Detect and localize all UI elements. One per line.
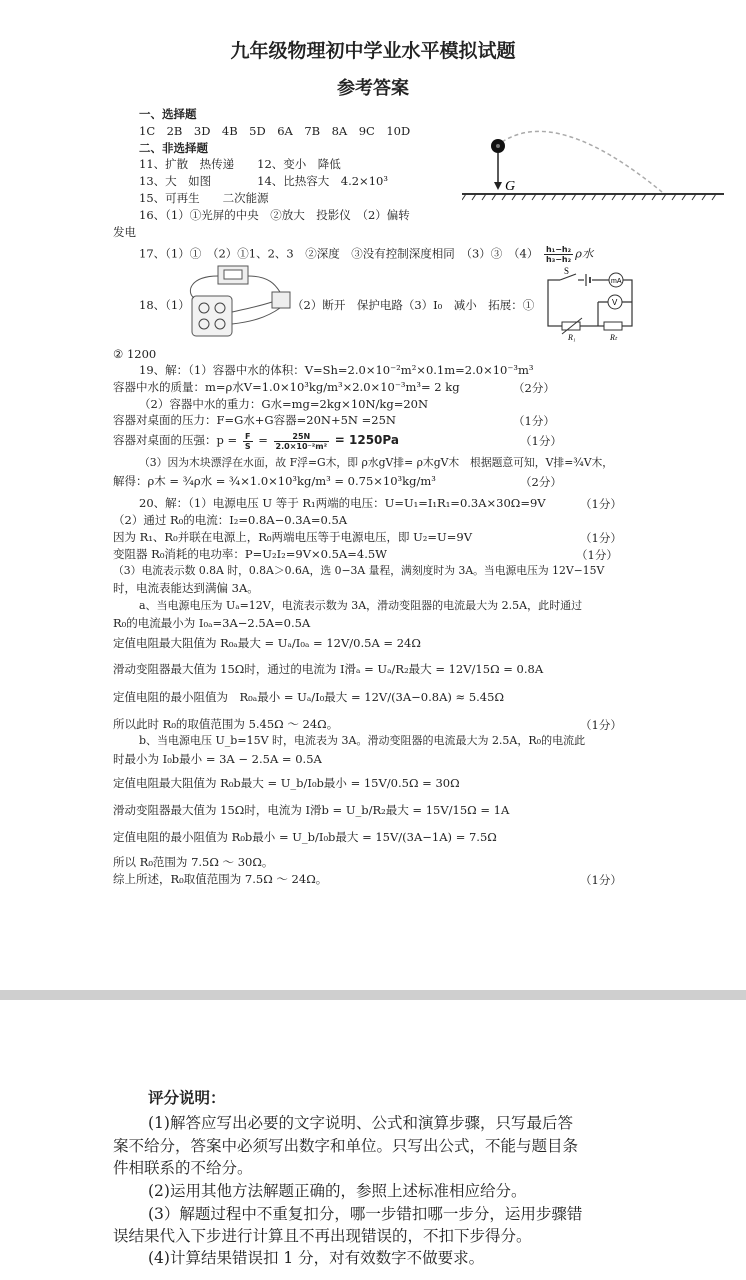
answer-q18-end: ② 1200 [113, 347, 157, 361]
resistor-board [192, 296, 232, 336]
q20-line-10: 滑动变阻器最大值为 15Ω时，通过的电流为 I滑ₐ = Uₐ/R₂最大 = 12V/15Ω = 0.8A [113, 662, 544, 676]
svg-text:R₁: R₁ [568, 333, 576, 342]
q19-line-2: 容器中水的质量：m=ρ水V=1.0×10³kg/m³×2.0×10⁻³m³= 2 kg [113, 380, 460, 394]
q20-line-2: （2）通过 R₀的电流：I₂=0.8A−0.3A=0.5A [113, 513, 348, 527]
q20-score-4: （1分） [580, 718, 622, 732]
q20-score-1: （1分） [580, 497, 622, 511]
q20-line-1: 20、解：（1）电源电压 U 等于 R₁两端的电压：U=U₁=I₁R₁=0.3A×30Ω=9V [139, 496, 546, 510]
q20-line-14: 时最小为 I₀b最小 = 3A − 2.5A = 0.5A [113, 752, 322, 766]
q19-line-7: 解得：ρ木 = ¾ρ水 = ¾×1.0×10³kg/m³ = 0.75×10³kg/m³ [113, 474, 436, 488]
answer-page-1: 九年级物理初中学业水平模拟试题 参考答案 一、选择题 1C 2B 3D 4B 5D 6A 7B 8A 9C 10D 二、非选择题 11、扩散 热传递 12、变小 降低 13、大 如图 14、比热容大 4.2×10³ 15、可再生 二次能源 16、（1）①光屏的中央 ②放大 投影仪 （2）偏转 发电 G 17、（1）① （2）①1、2、3 ②深度 ③没有控制深度相同 （3）③ （4） $\frac{\text{h₁−h₂}}{\text{h₃−h₂}}$ ρ水 18、（1） （2）断开 保护电路（3）I₀ 减小 拓展：① S mA V R₁ Rₜ ② 1200 19、解：（1）容器中水的体积：V=Sh=2.0×10⁻²m²×0.1m=2.0×10⁻³m³ 容器中水的质量：m=ρ水V=1.0×10³kg/m³×2.0×10⁻³m³= 2 kg （2分） （2）容器中水的重力：G水=mg=2kg×10N/kg=20N 容器对桌面的压力：F=G水+G容器=20N+5N =25N （1分） 容器对桌面的压强：p = $\frac{F}{S}$ = $\frac{25N}{\text{2.0×10⁻²m²}}$ = 1250Pa （1分） （3）因为木块漂浮在水面，故 F浮=G木，即 ρ水gV排= ρ木gV木 根据题意可知，V排=¾V木， 解得：ρ木 = ¾ρ水 = ¾×1.0×10³kg/m³ = 0.75×10³kg/m³ （2分） 20、解：（1）电源电压 U 等于 R₁两端的电压：U=U₁=I₁R₁=0.3A×30Ω=9V （1分） （2）通过 R₀的电流：I₂=0.8A−0.3A=0.5A 因为 R₁、R₀并联在电源上，R₀两端电压等于电源电压，即 U₂=U=9V （1分） 变阻器 R₀消耗的电功率：P=U₂I₂=9V×0.5A=4.5W （1分） （3）电流表示数 0.8A 时，0.8A＞0.6A，选 0−3A 量程，满刻度时为 3A。当电源电压为 12V−15V 时，电流表能达到满偏 3A。 a、当电源电压为 Uₐ=12V，电流表示数为 3A，滑动变阻器的电流最大为 2.5A，此时通过 R₀的电流最小为 I₀ₐ=3A−2.5A=0.5A 定值电阻最大阻值为 R₀ₐ最大 = Uₐ/I₀ₐ = 12V/0.5A = 24Ω 滑动变阻器最大值为 15Ω时，通过的电流为 I滑ₐ = Uₐ/R₂最大 = 12V/15Ω = 0.8A 定值电阻的最小阻值为 R₀ₐ最小 = Uₐ/I₀最大 = 12V/(3A−0.8A) ≈ 5.45Ω 所以此时 R₀的取值范围为 5.45Ω ～ 24Ω。 （1分） b、当电源电压 U_b=15V 时，电流表为 3A。滑动变阻器的电流最大为 2.5A，R₀的电流此 时最小为 I₀b最小 = 3A − 2.5A = 0.5A 定值电阻最大阻值为 R₀b最大 = U_b/I₀b最小 = 15V/0.5Ω = 30Ω 滑动变阻器最大值为 15Ω时，电流为 I滑b = U_b/R₂最大 = 15V/15Ω = 1A 定值电阻的最小阻值为 R₀b最小 = U_b/I₀b最大 = 15V/(3A−1A) = 7.5Ω 所以 R₀范围为 7.5Ω ～ 30Ω。 综上所述，R₀取值范围为 7.5Ω ～ 24Ω。 （1分） [0, 0, 746, 990]
resistor-rt [604, 322, 622, 330]
q17-fraction: $\frac{\text{h₁−h₂}}{\text{h₃−h₂}}$ [546, 245, 572, 264]
q20-line-6: 时，电流表能达到满偏 3A。 [113, 581, 259, 595]
q19-line-3: （2）容器中水的重力：G水=mg=2kg×10N/kg=20N [139, 397, 429, 411]
grading-item-1a: (1)解答应写出必要的文字说明、公式和演算步骤，只写最后答 [148, 1114, 573, 1132]
q20-line-8: R₀的电流最小为 I₀ₐ=3A−2.5A=0.5A [113, 616, 311, 630]
q20-line-11: 定值电阻的最小阻值为 R₀ₐ最小 = Uₐ/I₀最大 = 12V/(3A−0.8A) ≈ 5.45Ω [113, 690, 504, 704]
grading-item-1c: 件相联系的不给分。 [113, 1159, 253, 1177]
page-subtitle: 参考答案 [337, 78, 409, 99]
q20-line-18: 所以 R₀范围为 7.5Ω ～ 30Ω。 [113, 855, 274, 869]
grading-item-1b: 案不给分，答案中必须写出数字和单位。只写出公式，不能与题目条 [113, 1137, 579, 1155]
q20-line-4: 变阻器 R₀消耗的电功率：P=U₂I₂=9V×0.5A=4.5W [113, 547, 387, 561]
answer-q16-cont: 发电 [113, 225, 136, 239]
page-separator [0, 990, 746, 1000]
q19-score-3: （1分） [520, 434, 562, 448]
q20-line-3: 因为 R₁、R₀并联在电源上，R₀两端电压等于电源电压，即 U₂=U=9V [113, 530, 473, 544]
answer-q17: 17、（1）① （2）①1、2、3 ②深度 ③没有控制深度相同 （3）③ （4） [139, 246, 539, 261]
q20-line-19: 综上所述，R₀取值范围为 7.5Ω ～ 24Ω。 [113, 872, 328, 886]
q19-line-1: 19、解：（1）容器中水的体积：V=Sh=2.0×10⁻²m²×0.1m=2.0×10⁻³m³ [139, 363, 534, 377]
q19-score-2: （1分） [513, 414, 555, 428]
grading-heading: 评分说明： [148, 1088, 226, 1107]
q20-line-17: 定值电阻的最小阻值为 R₀b最小 = U_b/I₀b最大 = 15V/(3A−1A) = 7.5Ω [113, 830, 497, 844]
grading-item-3a: (3）解题过程中不重复扣分，哪一步错扣哪一步分，运用步骤错 [148, 1205, 583, 1223]
q19-fraction-value: $\frac{25N}{\text{2.0×10⁻²m²}}$ [275, 431, 328, 451]
section-2-heading: 二、非选择题 [139, 141, 208, 155]
answer-q18: （2）断开 保护电路（3）I₀ 减小 拓展：① [292, 298, 535, 312]
svg-text:Rₜ: Rₜ [610, 333, 618, 342]
q17-rho: ρ水 [575, 246, 594, 261]
answer-page-2 [0, 1000, 746, 1280]
q19-line-6: （3）因为木块漂浮在水面，故 F浮=G木，即 ρ水gV排= ρ木gV木 根据题意可知，V排=¾V木， [139, 456, 614, 469]
ammeter-box [272, 292, 290, 308]
q20-score-2: （1分） [580, 531, 622, 545]
grading-item-2: (2)运用其他方法解题正确的，参照上述标准相应给分。 [148, 1182, 527, 1200]
q20-line-5: （3）电流表示数 0.8A 时，0.8A＞0.6A，选 0−3A 量程，满刻度时为 3A。当电源电压为 12V−15V [113, 564, 605, 577]
projectile-figure [462, 128, 724, 210]
q20-line-16: 滑动变阻器最大值为 15Ω时，电流为 I滑b = U_b/R₂最大 = 15V/15Ω = 1A [113, 803, 510, 817]
circuit-figure [540, 266, 640, 342]
answer-q13: 13、大 如图 14、比热容大 4.2×10³ [139, 174, 388, 188]
section-1-heading: 一、选择题 [139, 107, 197, 121]
answer-q15: 15、可再生 二次能源 [139, 191, 269, 205]
trajectory-path [502, 131, 662, 192]
q20-score-5: （1分） [580, 873, 622, 887]
q19-line-4: 容器对桌面的压力：F=G水+G容器=20N+5N =25N [113, 413, 396, 427]
page-title: 九年级物理初中学业水平模拟试题 [230, 40, 516, 62]
resistor-r1 [562, 322, 580, 330]
q19-fraction-fs: $\frac{F}{S}$ [244, 431, 251, 451]
q20-line-13: b、当电源电压 U_b=15V 时，电流表为 3A。滑动变阻器的电流最大为 2.5A，R₀的电流此 [139, 734, 586, 747]
gravity-label: G [505, 179, 516, 194]
q20-line-7: a、当电源电压为 Uₐ=12V，电流表示数为 3A，滑动变阻器的电流最大为 2.5A，此时通过 [139, 599, 583, 612]
q20-line-12: 所以此时 R₀的取值范围为 5.45Ω ～ 24Ω。 [113, 717, 339, 731]
q19-score-1: （2分） [513, 381, 555, 395]
q20-score-3: （1分） [576, 548, 618, 562]
grading-item-3b: 误结果代入下步进行计算且不再出现错误的，不扣下步得分。 [113, 1227, 532, 1245]
q20-line-15: 定值电阻最大阻值为 R₀b最大 = U_b/I₀b最小 = 15V/0.5Ω = 30Ω [113, 776, 460, 790]
svg-text:mA: mA [611, 278, 622, 285]
apparatus-figure [180, 262, 292, 342]
svg-text:V: V [612, 298, 618, 307]
answer-q16: 16、（1）①光屏的中央 ②放大 投影仪 （2）偏转 [139, 208, 410, 222]
q19-score-4: （2分） [520, 475, 562, 489]
switch-label: S [564, 266, 570, 276]
choice-answers: 1C 2B 3D 4B 5D 6A 7B 8A 9C 10D [139, 124, 411, 138]
q20-line-9: 定值电阻最大阻值为 R₀ₐ最大 = Uₐ/I₀ₐ = 12V/0.5A = 24Ω [113, 636, 421, 650]
answer-q11: 11、扩散 热传递 12、变小 降低 [139, 157, 341, 171]
answer-q18-label: 18、（1） [139, 298, 190, 312]
grading-item-4: (4)计算结果错误扣 1 分，对有效数字不做要求。 [148, 1249, 485, 1267]
q19-line-5: 容器对桌面的压强：p = [113, 433, 238, 447]
